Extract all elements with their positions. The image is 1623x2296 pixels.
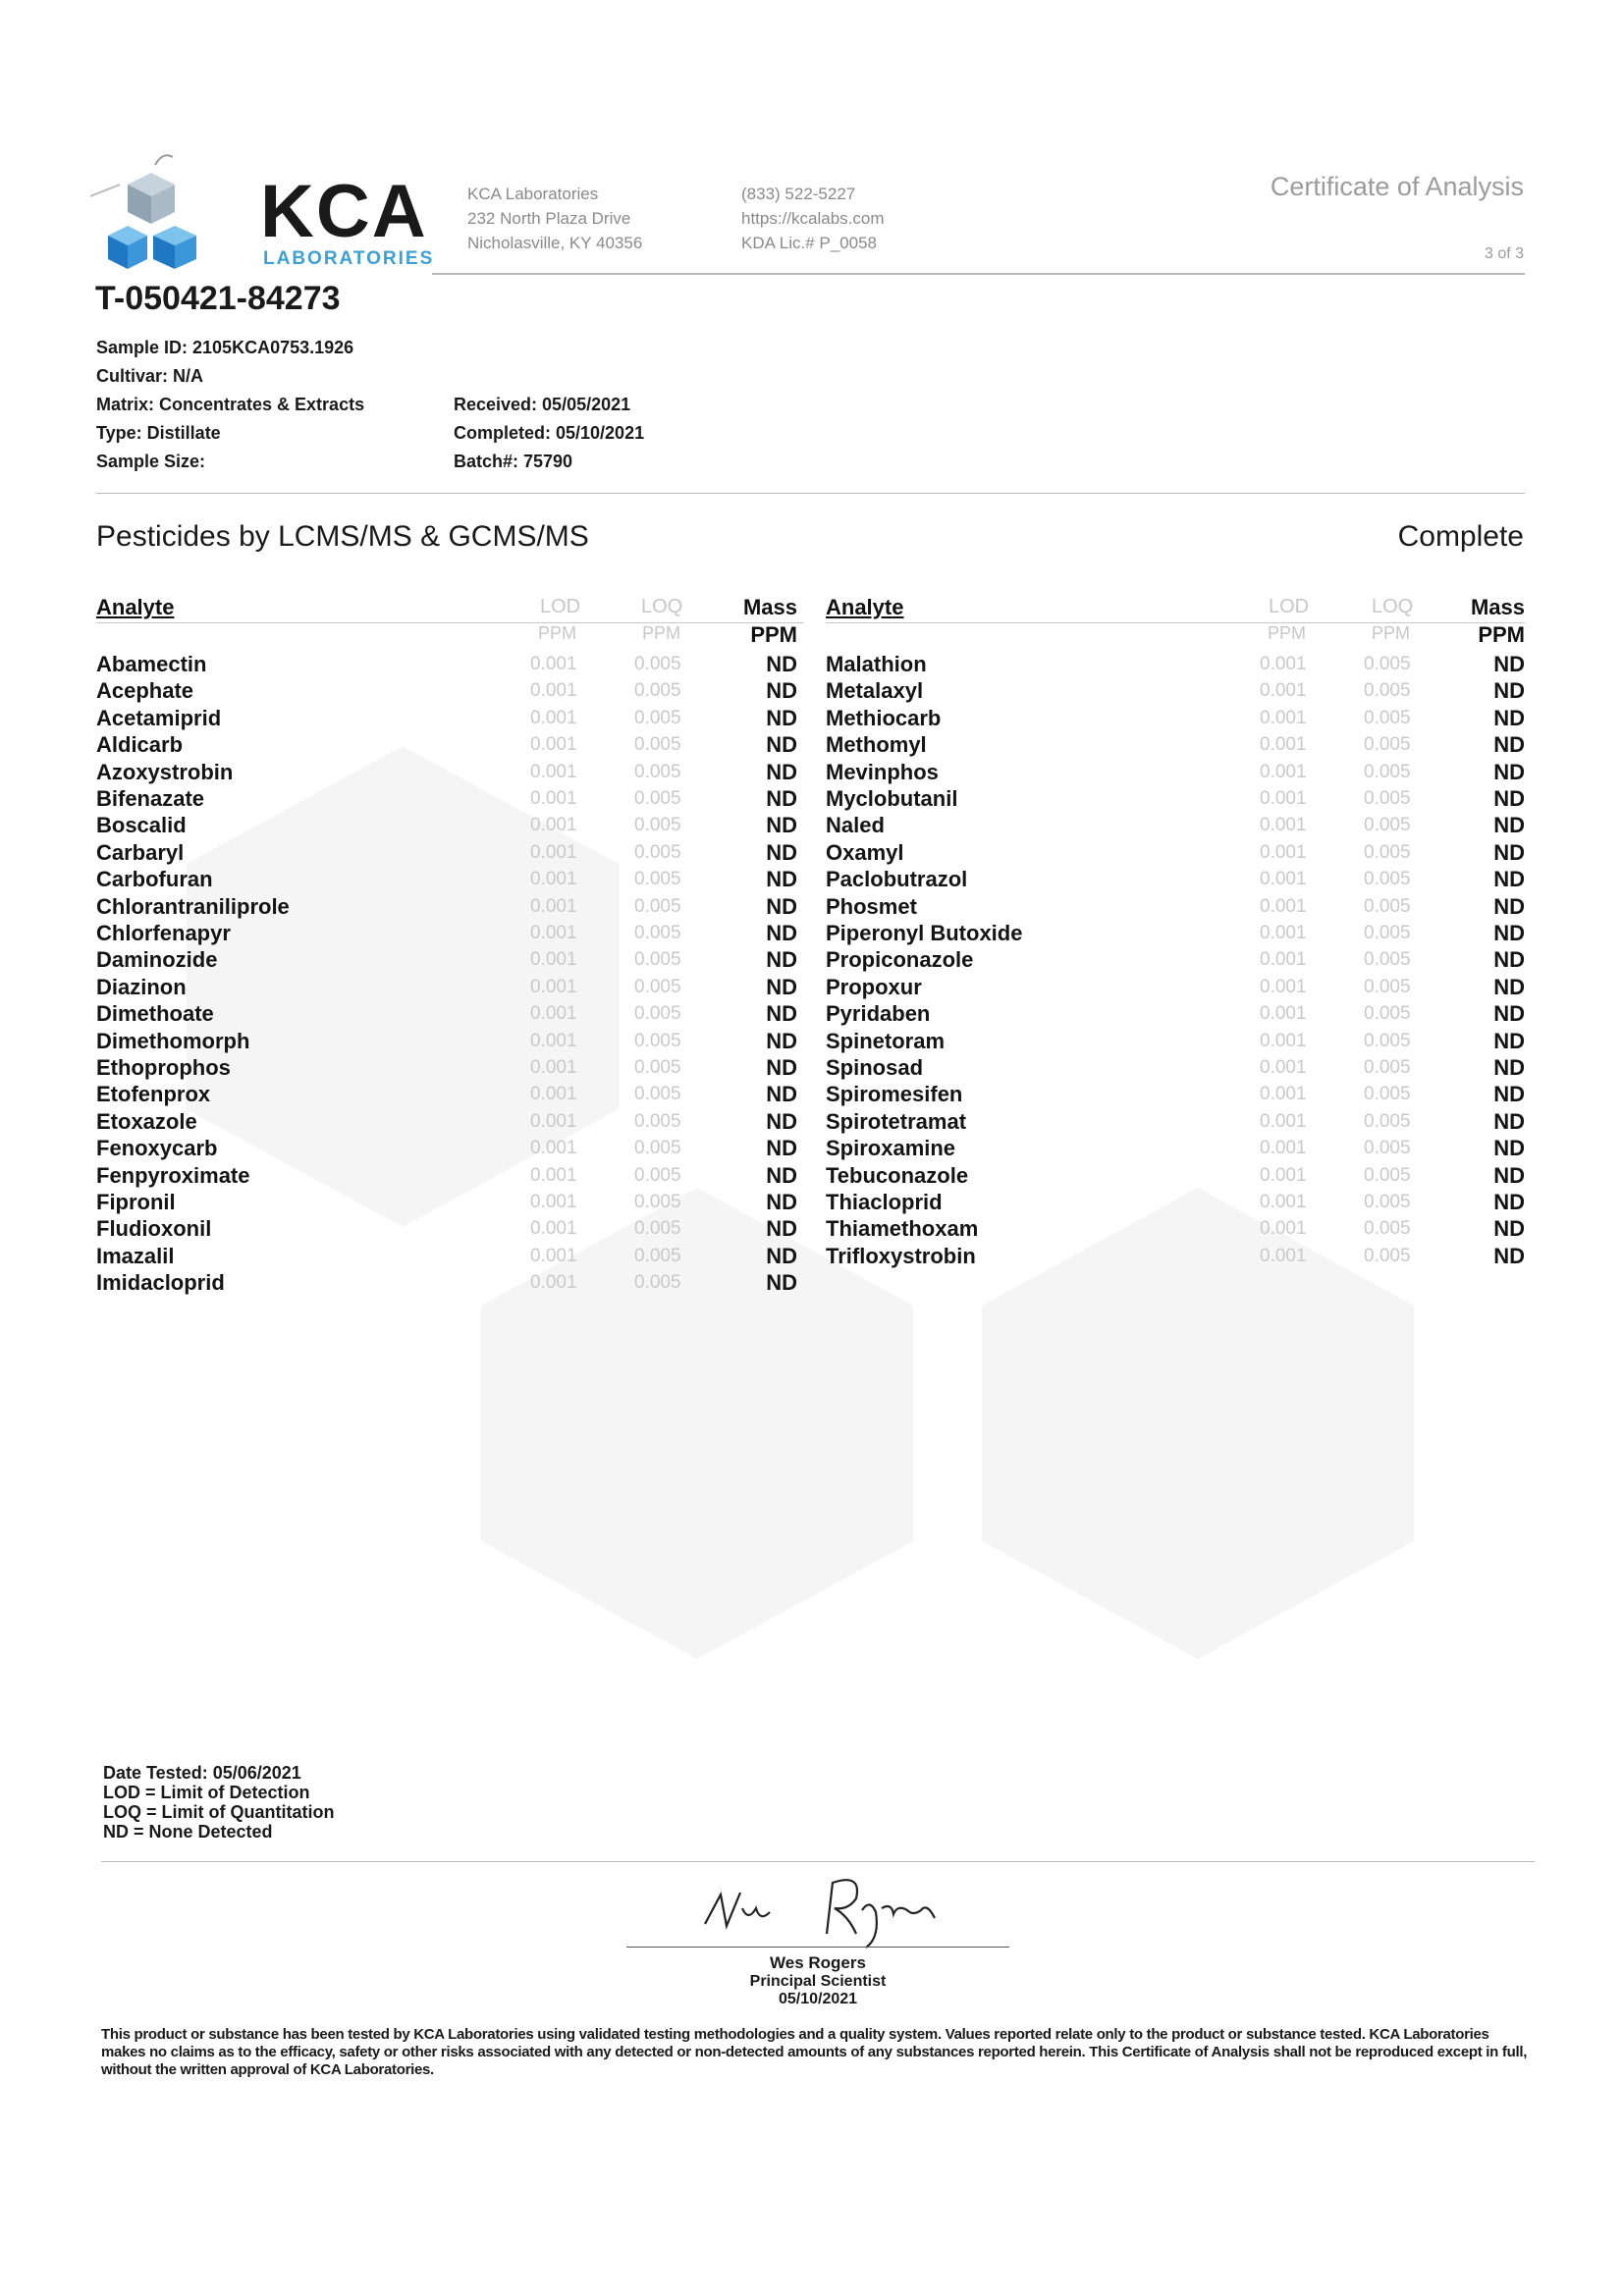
table-row [826, 1082, 1525, 1108]
lod-value: 0.001 [1260, 1003, 1307, 1025]
lod-value: 0.001 [530, 1030, 577, 1051]
analyte-name: Abamectin [96, 652, 207, 676]
lod-value: 0.001 [1260, 923, 1307, 943]
analyte-name: Acetamiprid [96, 705, 222, 730]
mass-value: ND [1493, 839, 1525, 865]
loq-value: 0.005 [1364, 1110, 1411, 1132]
analyte-name: Thiacloprid [826, 1190, 943, 1214]
loq-value: 0.005 [634, 707, 681, 728]
loq-value: 0.005 [1364, 1218, 1411, 1240]
mass-value: ND [1493, 1055, 1525, 1080]
analyte-name: Pyridaben [826, 1001, 931, 1027]
loq-value: 0.005 [1364, 1084, 1411, 1105]
lod-value: 0.001 [530, 949, 577, 971]
table-row [826, 732, 1525, 759]
report-id: T-050421-84273 [95, 280, 341, 317]
loq-value: 0.005 [634, 1003, 681, 1025]
analyte-name: Bifenazate [96, 786, 205, 811]
loq-value: 0.005 [634, 1057, 681, 1078]
lod-value: 0.001 [530, 1192, 577, 1212]
mass-value: ND [1493, 1190, 1525, 1214]
mass-value: ND [1493, 921, 1525, 945]
lod-value: 0.001 [530, 923, 577, 943]
mass-value: ND [766, 759, 797, 784]
analyte-name: Dimethoate [96, 1001, 214, 1027]
date-tested: Date Tested: 05/06/2021 [103, 1763, 301, 1783]
lod-value: 0.001 [1260, 1138, 1307, 1159]
table-row [96, 1216, 803, 1243]
loq-value: 0.005 [1364, 976, 1411, 997]
lod-value: 0.001 [1260, 1245, 1307, 1266]
loq-value: 0.005 [1364, 949, 1411, 971]
analyte-name: Paclobutrazol [826, 867, 968, 892]
table-row [826, 678, 1525, 705]
mass-value: ND [1493, 947, 1525, 973]
lod-value: 0.001 [530, 1057, 577, 1078]
sample-id: Sample ID: 2105KCA0753.1926 [96, 338, 354, 357]
mass-value: ND [766, 1216, 797, 1242]
analyte-name: Tebuconazole [826, 1162, 969, 1188]
header-divider [432, 273, 1525, 275]
loq-value: 0.005 [1364, 841, 1411, 863]
analyte-name: Fenpyroximate [96, 1162, 250, 1188]
kca-logo-icon [90, 145, 247, 283]
table-row [826, 1136, 1525, 1162]
legend [103, 1763, 335, 1842]
mass-value: ND [766, 1136, 797, 1161]
table-row [96, 1055, 803, 1082]
table-row [96, 1244, 803, 1270]
analyte-name: Oxamyl [826, 839, 904, 865]
loq-value: 0.005 [1364, 707, 1411, 728]
mass-value: ND [1493, 786, 1525, 811]
mass-value: ND [1493, 813, 1525, 838]
analyte-name: Metalaxyl [826, 678, 924, 704]
mass-value: ND [1493, 1162, 1525, 1188]
lod-value: 0.001 [1260, 680, 1307, 702]
signatory-name: Wes Rogers [770, 1953, 866, 1972]
loq-value: 0.005 [634, 1245, 681, 1266]
analyte-name: Propiconazole [826, 947, 974, 973]
mass-value: ND [766, 1162, 797, 1188]
mass-value: ND [1493, 678, 1525, 704]
lod-value: 0.001 [530, 1003, 577, 1025]
lab-city: Nicholasville, KY 40356 [467, 234, 643, 252]
lod-value: 0.001 [1260, 1084, 1307, 1105]
mass-value: ND [766, 974, 797, 999]
legend-loq: LOQ = Limit of Quantitation [103, 1802, 335, 1822]
analyte-name: Piperonyl Butoxide [826, 921, 1023, 945]
loq-value: 0.005 [634, 1164, 681, 1186]
analyte-name: Mevinphos [826, 759, 939, 784]
loq-value: 0.005 [1364, 680, 1411, 702]
table-row [826, 947, 1525, 974]
sample-info-right [454, 391, 644, 476]
lod-value: 0.001 [530, 1272, 577, 1294]
signature-line [626, 1947, 1009, 1948]
mass-value: ND [1493, 1082, 1525, 1107]
lod-value: 0.001 [530, 734, 577, 756]
table-row [96, 652, 803, 678]
table-row [96, 1163, 803, 1190]
batch-number: Batch#: 75790 [454, 452, 573, 471]
matrix: Matrix: Concentrates & Extracts [96, 395, 365, 414]
loq-value: 0.005 [1364, 1164, 1411, 1186]
table-row [96, 1190, 803, 1216]
unit-lod: PPM [538, 623, 577, 643]
header-loq: LOQ [641, 596, 683, 617]
table-row [96, 975, 803, 1001]
mass-value: ND [766, 867, 797, 892]
received-date: Received: 05/05/2021 [454, 395, 631, 414]
loq-value: 0.005 [1364, 1245, 1411, 1266]
mass-value: ND [766, 705, 797, 730]
lab-street: 232 North Plaza Drive [467, 209, 631, 228]
loq-value: 0.005 [1364, 1030, 1411, 1051]
analyte-name: Acephate [96, 678, 194, 704]
lod-value: 0.001 [530, 680, 577, 702]
mass-value: ND [766, 921, 797, 945]
section-title: Pesticides by LCMS/MS & GCMS/MS [96, 520, 589, 553]
mass-value: ND [766, 1108, 797, 1134]
loq-value: 0.005 [634, 734, 681, 756]
loq-value: 0.005 [634, 680, 681, 702]
lod-value: 0.001 [1260, 815, 1307, 836]
lod-value: 0.001 [1260, 734, 1307, 756]
table-row [826, 1190, 1525, 1216]
table-row [826, 921, 1525, 947]
lab-license: KDA Lic.# P_0058 [741, 234, 877, 252]
loq-value: 0.005 [1364, 1138, 1411, 1159]
sample-size: Sample Size: [96, 452, 206, 471]
mass-value: ND [1493, 1108, 1525, 1134]
lod-value: 0.001 [530, 895, 577, 917]
lod-value: 0.001 [530, 761, 577, 782]
lod-value: 0.001 [530, 788, 577, 809]
analyte-name: Spiromesifen [826, 1082, 963, 1107]
cultivar: Cultivar: N/A [96, 366, 204, 386]
table-row [826, 706, 1525, 732]
lod-value: 0.001 [1260, 869, 1307, 890]
brand-name: KCA [260, 170, 428, 253]
mass-value: ND [766, 652, 797, 676]
analyte-name: Fludioxonil [96, 1216, 212, 1242]
lod-value: 0.001 [1260, 707, 1307, 728]
loq-value: 0.005 [1364, 734, 1411, 756]
loq-value: 0.005 [1364, 654, 1411, 674]
table-row [96, 813, 803, 839]
mass-value: ND [766, 839, 797, 865]
lab-address [467, 182, 642, 255]
table-row [96, 921, 803, 947]
table-row [96, 894, 803, 921]
header-loq: LOQ [1372, 596, 1414, 617]
analyte-name: Dimethomorph [96, 1028, 250, 1053]
table-row [96, 1001, 803, 1028]
unit-lod: PPM [1268, 623, 1307, 643]
loq-value: 0.005 [634, 788, 681, 809]
table-row [96, 678, 803, 705]
legend-lod: LOD = Limit of Detection [103, 1783, 310, 1802]
sample-type: Type: Distillate [96, 423, 221, 443]
analyte-name: Naled [826, 813, 885, 838]
loq-value: 0.005 [634, 1138, 681, 1159]
unit-mass: PPM [1478, 622, 1525, 647]
lod-value: 0.001 [530, 1164, 577, 1186]
loq-value: 0.005 [634, 1218, 681, 1240]
loq-value: 0.005 [634, 761, 681, 782]
mass-value: ND [766, 1190, 797, 1214]
analyte-name: Etofenprox [96, 1082, 211, 1107]
analyte-name: Daminozide [96, 947, 218, 973]
analyte-name: Methiocarb [826, 705, 942, 730]
analyte-name: Phosmet [826, 893, 917, 919]
mass-value: ND [766, 786, 797, 811]
lod-value: 0.001 [1260, 976, 1307, 997]
loq-value: 0.005 [1364, 1057, 1411, 1078]
table-row [826, 760, 1525, 786]
loq-value: 0.005 [1364, 895, 1411, 917]
table-row [826, 1244, 1525, 1270]
loq-value: 0.005 [1364, 1192, 1411, 1212]
analyte-name: Chlorfenapyr [96, 921, 231, 945]
header-lod: LOD [1269, 596, 1310, 617]
table-row [96, 840, 803, 867]
lod-value: 0.001 [1260, 788, 1307, 809]
unit-loq: PPM [1372, 623, 1411, 643]
table-subheader [826, 622, 1525, 649]
page-number: 3 of 3 [1484, 245, 1524, 262]
loq-value: 0.005 [634, 895, 681, 917]
loq-value: 0.005 [1364, 869, 1411, 890]
lod-value: 0.001 [530, 654, 577, 674]
lab-website[interactable]: https://kcalabs.com [741, 209, 885, 228]
mass-value: ND [1493, 1028, 1525, 1053]
mass-value: ND [1493, 1243, 1525, 1268]
mass-value: ND [766, 1243, 797, 1268]
section-status: Complete [1397, 520, 1524, 553]
lod-value: 0.001 [1260, 1218, 1307, 1240]
table-row [826, 786, 1525, 813]
loq-value: 0.005 [634, 949, 681, 971]
loq-value: 0.005 [634, 1030, 681, 1051]
legend-divider [101, 1861, 1535, 1862]
table-row [96, 1109, 803, 1136]
mass-value: ND [766, 732, 797, 758]
analyte-name: Malathion [826, 652, 927, 676]
mass-value: ND [1493, 893, 1525, 919]
mass-value: ND [766, 1028, 797, 1053]
loq-value: 0.005 [634, 976, 681, 997]
mass-value: ND [1493, 974, 1525, 999]
table-row [96, 867, 803, 893]
lod-value: 0.001 [530, 1218, 577, 1240]
loq-value: 0.005 [634, 841, 681, 863]
table-row [826, 867, 1525, 893]
table-row [826, 1001, 1525, 1028]
loq-value: 0.005 [634, 654, 681, 674]
loq-value: 0.005 [634, 1272, 681, 1294]
analyte-name: Spinosad [826, 1055, 924, 1080]
header-analyte: Analyte [96, 595, 175, 619]
analyte-name: Fenoxycarb [96, 1136, 218, 1161]
sample-info-left [96, 334, 364, 476]
mass-value: ND [766, 1001, 797, 1027]
lod-value: 0.001 [1260, 1164, 1307, 1186]
legend-nd: ND = None Detected [103, 1822, 273, 1842]
loq-value: 0.005 [634, 1084, 681, 1105]
analyte-name: Diazinon [96, 974, 187, 999]
analyte-name: Thiamethoxam [826, 1216, 979, 1242]
table-row [96, 706, 803, 732]
table-row [826, 813, 1525, 839]
table-row [826, 840, 1525, 867]
table-row [96, 786, 803, 813]
lod-value: 0.001 [530, 869, 577, 890]
lod-value: 0.001 [530, 815, 577, 836]
completed-date: Completed: 05/10/2021 [454, 423, 645, 443]
table-header [826, 593, 1525, 622]
loq-value: 0.005 [634, 923, 681, 943]
unit-mass: PPM [750, 622, 797, 647]
mass-value: ND [766, 1082, 797, 1107]
table-row [96, 1270, 803, 1297]
signatory-date: 05/10/2021 [778, 1991, 858, 2007]
lab-contact [741, 182, 885, 255]
analyte-name: Ethoprophos [96, 1055, 231, 1080]
loq-value: 0.005 [1364, 923, 1411, 943]
table-row [826, 1216, 1525, 1243]
loq-value: 0.005 [1364, 1003, 1411, 1025]
table-row [826, 1055, 1525, 1082]
mass-value: ND [766, 813, 797, 838]
analyte-name: Boscalid [96, 813, 187, 838]
analyte-name: Fipronil [96, 1190, 176, 1214]
loq-value: 0.005 [1364, 815, 1411, 836]
loq-value: 0.005 [634, 869, 681, 890]
mass-value: ND [766, 947, 797, 973]
mass-value: ND [1493, 1136, 1525, 1161]
lod-value: 0.001 [1260, 1030, 1307, 1051]
analyte-name: Spiroxamine [826, 1136, 956, 1161]
header-lod: LOD [540, 596, 581, 617]
analyte-name: Imidacloprid [96, 1270, 225, 1296]
loq-value: 0.005 [1364, 761, 1411, 782]
mass-value: ND [766, 893, 797, 919]
unit-loq: PPM [642, 623, 681, 643]
loq-value: 0.005 [1364, 788, 1411, 809]
analyte-name: Trifloxystrobin [826, 1243, 976, 1268]
analyte-name: Methomyl [826, 732, 927, 758]
table-row [826, 1163, 1525, 1190]
lod-value: 0.001 [530, 976, 577, 997]
analyte-name: Spinetoram [826, 1028, 946, 1053]
analyte-name: Carbaryl [96, 839, 185, 865]
lod-value: 0.001 [1260, 841, 1307, 863]
mass-value: ND [1493, 759, 1525, 784]
analyte-name: Carbofuran [96, 867, 213, 892]
table-header [96, 593, 803, 622]
table-row [96, 1029, 803, 1055]
table-row [826, 652, 1525, 678]
header-mass: Mass [742, 595, 797, 619]
brand-subtitle: LABORATORIES [263, 248, 435, 269]
lab-name: KCA Laboratories [467, 185, 599, 203]
mass-value: ND [1493, 867, 1525, 892]
lod-value: 0.001 [1260, 1110, 1307, 1132]
analyte-name: Spirotetramat [826, 1108, 967, 1134]
mass-value: ND [1493, 705, 1525, 730]
mass-value: ND [766, 1055, 797, 1080]
loq-value: 0.005 [634, 815, 681, 836]
signature-image [697, 1865, 982, 1953]
analyte-name: Chlorantraniliprole [96, 893, 290, 919]
lod-value: 0.001 [530, 1084, 577, 1105]
table-row [96, 760, 803, 786]
signatory-title: Principal Scientist [749, 1973, 887, 1990]
lab-phone: (833) 522-5227 [741, 185, 856, 203]
mass-value: ND [1493, 1001, 1525, 1027]
analyte-name: Azoxystrobin [96, 759, 234, 784]
lod-value: 0.001 [1260, 654, 1307, 674]
analyte-name: Imazalil [96, 1243, 175, 1268]
mass-value: ND [766, 1270, 797, 1296]
lod-value: 0.001 [530, 1245, 577, 1266]
table-row [96, 732, 803, 759]
mass-value: ND [766, 678, 797, 704]
mass-value: ND [1493, 652, 1525, 676]
lod-value: 0.001 [530, 1110, 577, 1132]
table-row [96, 1136, 803, 1162]
lod-value: 0.001 [530, 707, 577, 728]
table-row [826, 1109, 1525, 1136]
lod-value: 0.001 [1260, 895, 1307, 917]
analyte-name: Aldicarb [96, 732, 184, 758]
document-title: Certificate of Analysis [1270, 172, 1524, 201]
mass-value: ND [1493, 732, 1525, 758]
loq-value: 0.005 [634, 1192, 681, 1212]
lod-value: 0.001 [1260, 1192, 1307, 1212]
analyte-name: Propoxur [826, 974, 922, 999]
table-subheader [96, 622, 803, 649]
header-analyte: Analyte [826, 595, 904, 619]
table-row [826, 975, 1525, 1001]
table-row [96, 1082, 803, 1108]
loq-value: 0.005 [634, 1110, 681, 1132]
signatory-block [671, 1953, 965, 2008]
table-row [96, 947, 803, 974]
lod-value: 0.001 [530, 841, 577, 863]
disclaimer: This product or substance has been tested by KCA Laboratories using validated testing methodologies and a quality system. Values reported relate only to the product or substance tested. KCA Laboratories makes no claims as to the efficacy, safety or other risks associated with any detected or non-detected amounts of any substances reported herein. This Certificate of Analysis shall not be reproduced except in full, without the written approval of KCA Laboratories. [101, 2026, 1528, 2078]
lod-value: 0.001 [530, 1138, 577, 1159]
analyte-name: Myclobutanil [826, 786, 958, 811]
table-row [826, 1029, 1525, 1055]
table-row [826, 894, 1525, 921]
lod-value: 0.001 [1260, 761, 1307, 782]
info-divider [96, 493, 1525, 494]
analyte-name: Etoxazole [96, 1108, 197, 1134]
lod-value: 0.001 [1260, 1057, 1307, 1078]
header-mass: Mass [1470, 595, 1525, 619]
mass-value: ND [1493, 1216, 1525, 1242]
lod-value: 0.001 [1260, 949, 1307, 971]
